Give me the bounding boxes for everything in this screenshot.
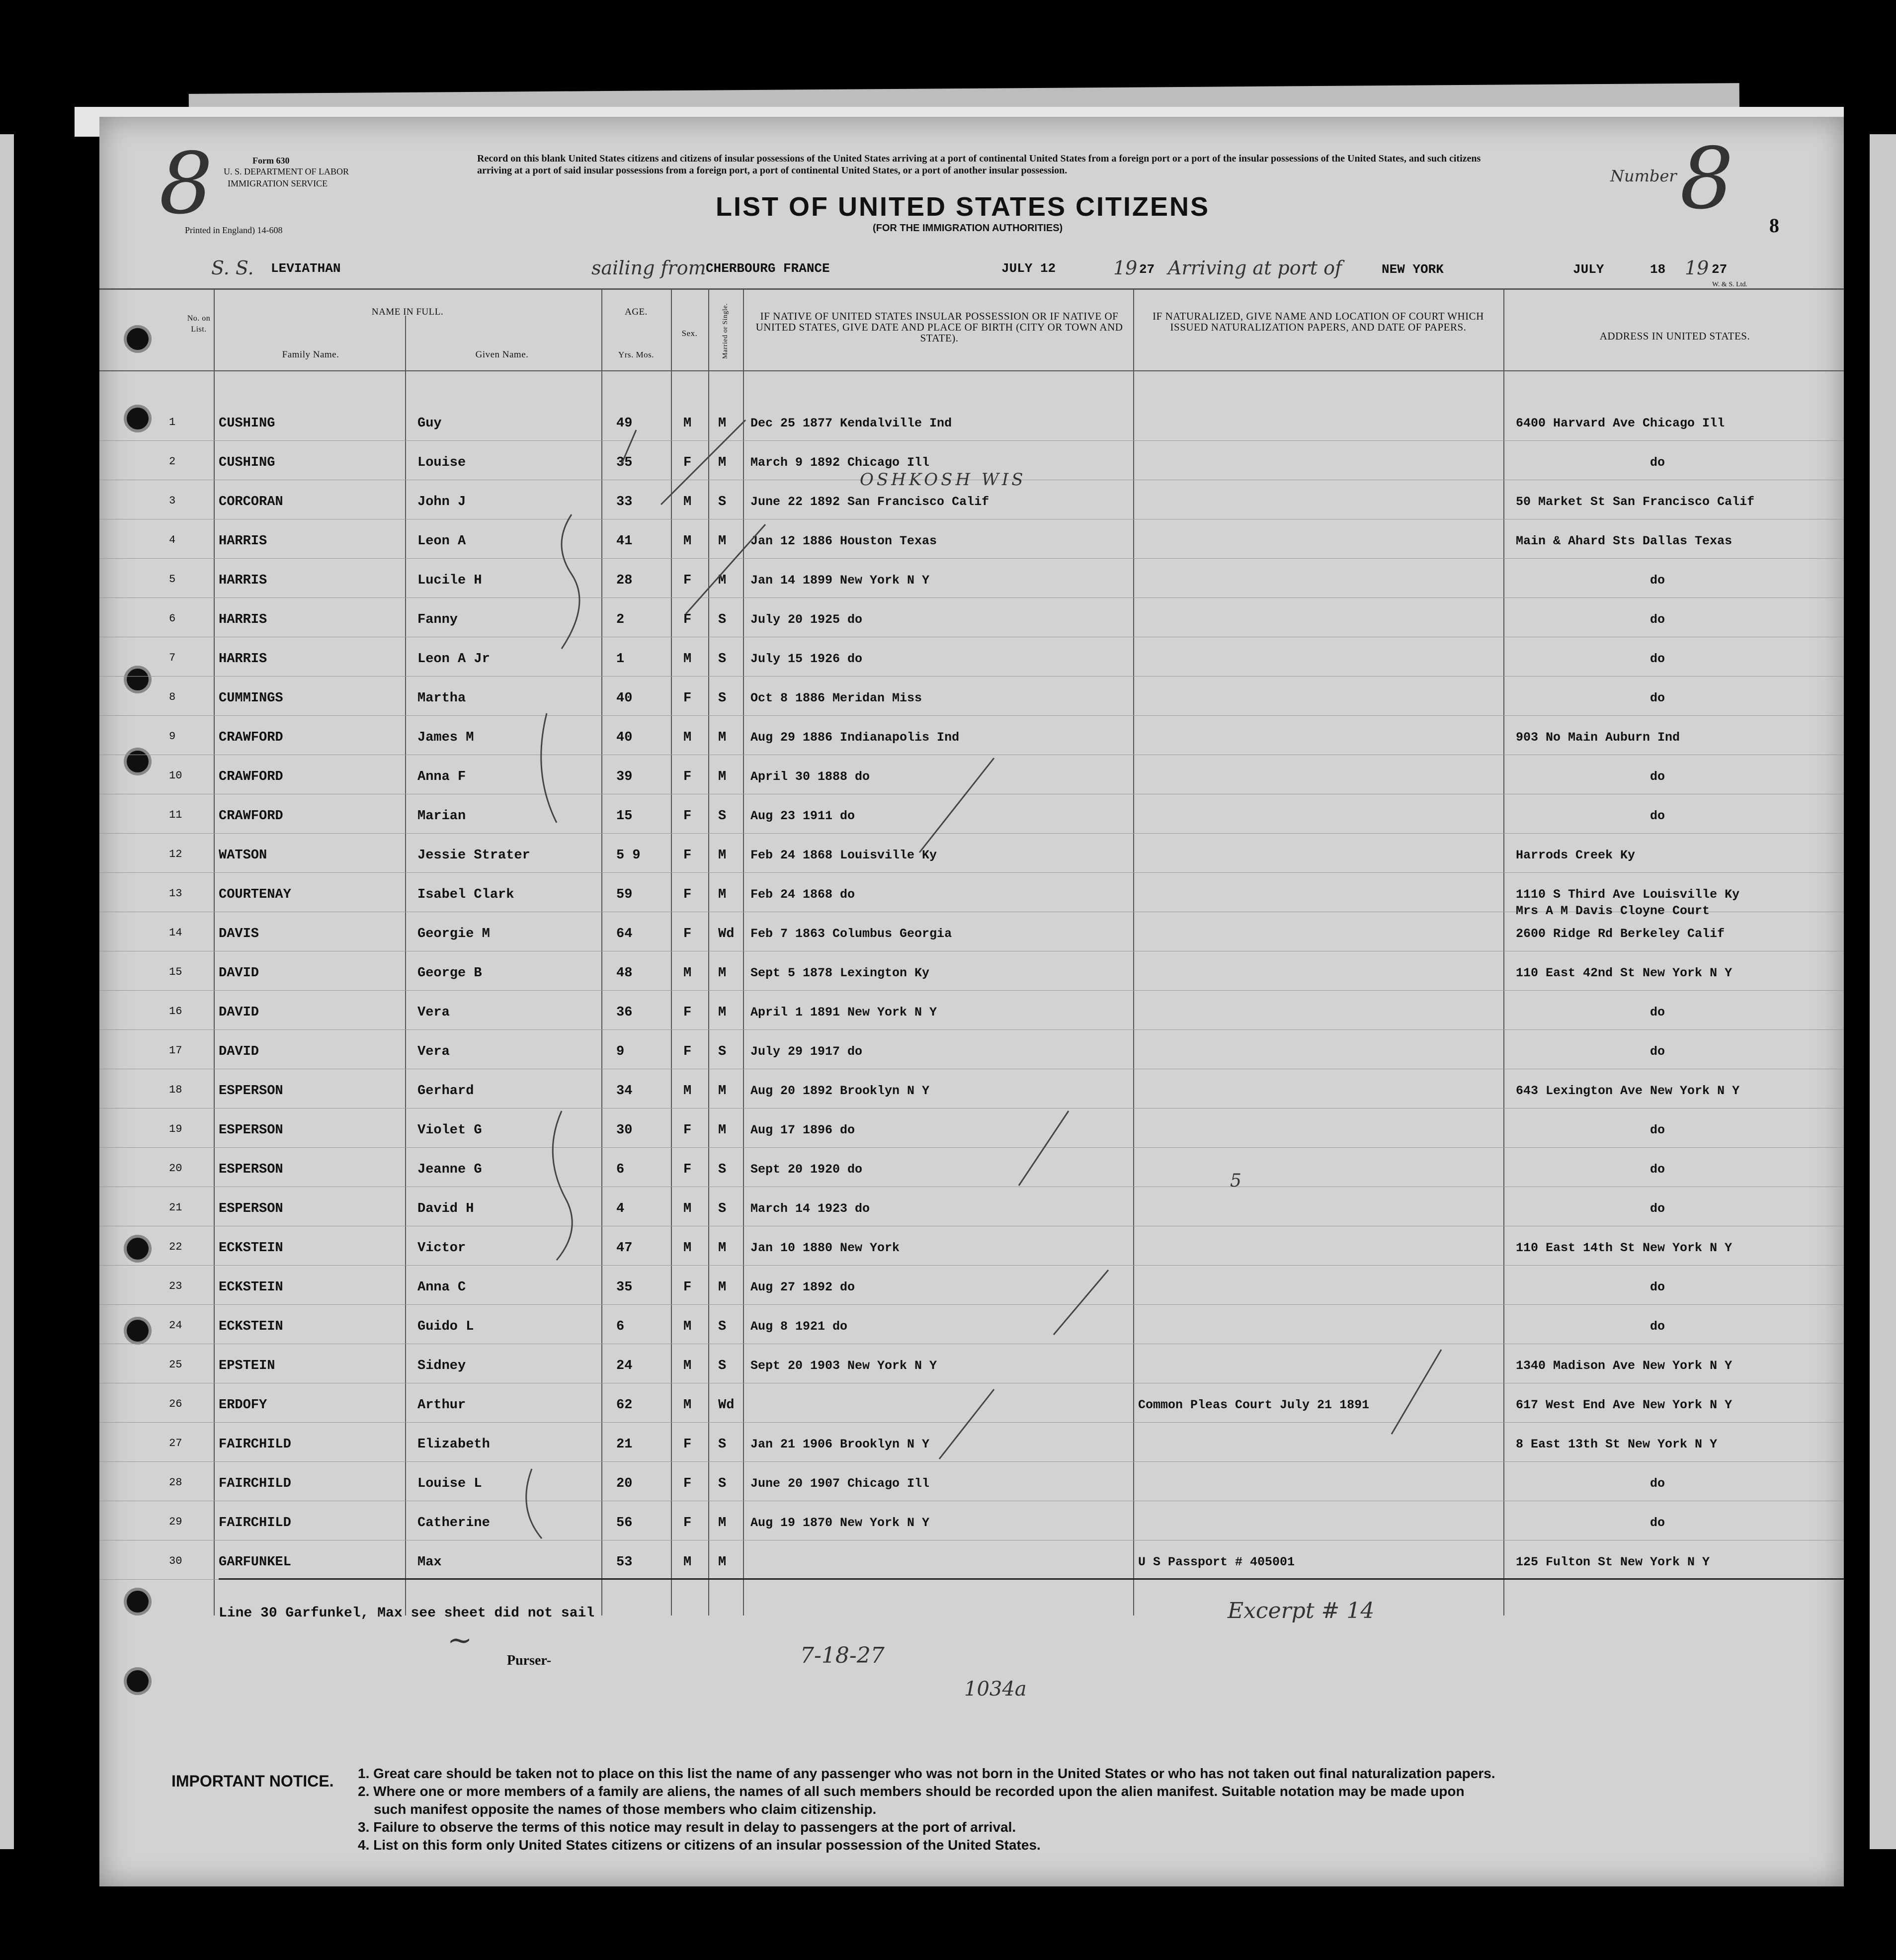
- cell-family: GARFUNKEL: [219, 1555, 291, 1570]
- cell-age: 35: [616, 455, 633, 470]
- cell-sex: F: [683, 809, 692, 824]
- cell-given: James M: [417, 730, 474, 745]
- cell-family: FAIRCHILD: [219, 1437, 291, 1452]
- cell-given: Vera: [417, 1044, 450, 1059]
- right-adjacent-page: [1870, 134, 1896, 1849]
- cell-ms: M: [718, 1555, 727, 1570]
- cell-ms: M: [718, 1241, 727, 1256]
- cell-nat: Common Pleas Court July 21 1891: [1138, 1398, 1370, 1412]
- cell-addr: 110 East 14th St New York N Y: [1516, 1241, 1732, 1255]
- ship-name: LEVIATHAN: [271, 261, 341, 276]
- cell-ms: M: [718, 1084, 727, 1099]
- cell-family: HARRIS: [219, 652, 267, 667]
- cell-age: 47: [616, 1241, 633, 1256]
- cell-sex: M: [683, 966, 692, 981]
- cell-family: HARRIS: [219, 612, 267, 627]
- cell-given: Louise: [417, 455, 466, 470]
- left-adjacent-page: [0, 134, 14, 1849]
- cell-no: 15: [169, 966, 182, 978]
- cell-age: 36: [616, 1005, 633, 1020]
- cell-family: CORCORAN: [219, 495, 283, 510]
- arrival-day: 18: [1650, 262, 1666, 277]
- department: U. S. DEPARTMENT OF LABOR: [224, 167, 349, 176]
- cell-age: 41: [616, 534, 633, 549]
- notice-item-4: 4. List on this form only United States citizens or citizens of an insular possession of the United States.: [358, 1837, 1041, 1853]
- cell-family: DAVIS: [219, 927, 259, 941]
- cell-birth: Aug 19 1870 New York N Y: [750, 1516, 930, 1530]
- cell-age: 48: [616, 966, 633, 981]
- cell-birth: Jan 10 1880 New York: [750, 1241, 900, 1255]
- cell-given: Louise L: [417, 1476, 482, 1491]
- cell-sex: M: [683, 1241, 692, 1256]
- cell-sex: M: [683, 1319, 692, 1334]
- cell-age: 24: [616, 1359, 633, 1373]
- cell-birth: Sept 20 1920 do: [750, 1162, 863, 1177]
- cell-age: 59: [616, 887, 633, 902]
- cell-addr: do: [1650, 652, 1665, 666]
- cell-addr: do: [1650, 769, 1665, 784]
- record-note: Record on this blank United States citizens and citizens of insular possessions of the United States arriving at a port of continental United States from a foreign port or a port of the insular possessions of the United States, and such citizens arriving at a port of said insular possessions from a foreign port, a port of continental United States, or a port of another insular possession.: [477, 153, 1481, 176]
- sailing-label: sailing from: [591, 257, 706, 279]
- manifest-sheet: [99, 117, 1844, 1886]
- cell-no: 25: [169, 1359, 182, 1371]
- cell-family: CRAWFORD: [219, 730, 283, 745]
- cell-sex: M: [683, 652, 692, 667]
- cell-birth: Aug 29 1886 Indianapolis Ind: [750, 730, 960, 745]
- ss-label: S. S.: [211, 257, 254, 279]
- cell-addr: 643 Lexington Ave New York N Y: [1516, 1084, 1740, 1098]
- cell-sex: M: [683, 416, 692, 431]
- cell-no: 2: [169, 455, 176, 468]
- col-head-sex: Sex.: [681, 329, 698, 338]
- cell-addr: 617 West End Ave New York N Y: [1516, 1398, 1732, 1412]
- cell-sex: F: [683, 848, 692, 863]
- cell-ms: M: [718, 1280, 727, 1295]
- corner-mark: 8: [159, 135, 213, 233]
- cell-family: ERDOFY: [219, 1398, 267, 1413]
- cell-family: ECKSTEIN: [219, 1280, 283, 1295]
- cell-no: 6: [169, 612, 176, 625]
- cell-family: HARRIS: [219, 534, 267, 549]
- cell-no: 20: [169, 1162, 182, 1175]
- cell-addr-above: Mrs A M Davis Cloyne Court: [1516, 904, 1710, 918]
- cell-birth: June 20 1907 Chicago Ill: [750, 1476, 930, 1491]
- cell-family: HARRIS: [219, 573, 267, 588]
- notice-item-1: 1. Great care should be taken not to place on this list the name of any passenger who was not born in the United States or who has not taken out final naturalization papers.: [358, 1766, 1495, 1781]
- cell-no: 10: [169, 769, 182, 782]
- cell-addr: do: [1650, 1201, 1665, 1216]
- cell-family: ECKSTEIN: [219, 1319, 283, 1334]
- cell-no: 28: [169, 1476, 182, 1489]
- cell-birth: Aug 8 1921 do: [750, 1319, 848, 1334]
- signature-date: 7-18-27: [800, 1643, 885, 1668]
- cell-ms: M: [718, 887, 727, 902]
- col-head-no: No. on List.: [187, 314, 211, 334]
- cell-given: Guy: [417, 416, 442, 431]
- cell-age: 34: [616, 1084, 633, 1099]
- cell-given: Gerhard: [417, 1084, 474, 1099]
- cell-addr: 1110 S Third Ave Louisville Ky: [1516, 887, 1740, 902]
- cell-no: 4: [169, 534, 176, 546]
- cell-addr: do: [1650, 809, 1665, 823]
- cell-sex: F: [683, 1044, 692, 1059]
- cell-ms: S: [718, 1044, 727, 1059]
- cell-given: Arthur: [417, 1398, 466, 1413]
- cell-family: ESPERSON: [219, 1123, 283, 1138]
- cell-no: 8: [169, 691, 176, 703]
- cell-given: Jeanne G: [417, 1162, 482, 1177]
- sailing-date: JULY 12: [1001, 261, 1056, 276]
- cell-no: 3: [169, 495, 176, 507]
- excerpt-note: Excerpt # 14: [1228, 1598, 1375, 1623]
- cell-given: George B: [417, 966, 482, 981]
- cell-sex: M: [683, 1359, 692, 1373]
- purser-signature: ~: [447, 1623, 473, 1658]
- cell-birth: Dec 25 1877 Kendalville Ind: [750, 416, 952, 430]
- cell-birth: Sept 20 1903 New York N Y: [750, 1359, 937, 1373]
- cell-family: CRAWFORD: [219, 769, 283, 784]
- arrival-port: NEW YORK: [1382, 262, 1444, 277]
- cell-ms: M: [718, 1516, 727, 1531]
- cell-age: 40: [616, 691, 633, 706]
- cell-age: 53: [616, 1555, 633, 1570]
- cell-given: Leon A Jr: [417, 652, 490, 667]
- cell-birth: April 1 1891 New York N Y: [750, 1005, 937, 1020]
- cell-sex: M: [683, 730, 692, 745]
- cell-ms: Wd: [718, 1398, 735, 1413]
- cell-given: Anna F: [417, 769, 466, 784]
- cell-given: Elizabeth: [417, 1437, 490, 1452]
- cell-age: 30: [616, 1123, 633, 1138]
- cell-given: Victor: [417, 1241, 466, 1256]
- notice-item-2b: such manifest opposite the names of those members who claim citizenship.: [374, 1801, 877, 1817]
- cell-no: 16: [169, 1005, 182, 1018]
- cell-no: 29: [169, 1516, 182, 1528]
- cell-ms: M: [718, 966, 727, 981]
- cell-birth: Feb 24 1868 do: [750, 887, 855, 902]
- cell-addr: do: [1650, 691, 1665, 705]
- cell-age: 35: [616, 1280, 633, 1295]
- notice-item-2: 2. Where one or more members of a family are aliens, the names of all such members should be recorded upon the alien manifest. Suitable notation may be made upon: [358, 1784, 1465, 1799]
- cell-no: 23: [169, 1280, 182, 1292]
- cell-birth: Aug 23 1911 do: [750, 809, 855, 823]
- cell-birth: Jan 21 1906 Brooklyn N Y: [750, 1437, 930, 1451]
- cell-no: 26: [169, 1398, 182, 1410]
- cell-ms: S: [718, 1162, 727, 1177]
- cell-sex: F: [683, 573, 692, 588]
- cell-given: Fanny: [417, 612, 458, 627]
- cell-ms: S: [718, 691, 727, 706]
- cell-sex: F: [683, 1476, 692, 1491]
- cell-no: 12: [169, 848, 182, 860]
- cell-sex: F: [683, 769, 692, 784]
- arriving-label: Arriving at port of: [1168, 257, 1342, 279]
- cell-ms: S: [718, 809, 727, 824]
- cell-sex: F: [683, 1005, 692, 1020]
- form-subtitle: (FOR THE IMMIGRATION AUTHORITIES): [873, 223, 1063, 234]
- col-head-given: Given Name.: [475, 349, 529, 360]
- cell-given: Leon A: [417, 534, 466, 549]
- cell-addr: do: [1650, 612, 1665, 627]
- cell-family: FAIRCHILD: [219, 1476, 291, 1491]
- cell-ms: S: [718, 1201, 727, 1216]
- col-head-name: NAME IN FULL.: [371, 307, 444, 317]
- notice-heading: IMPORTANT NOTICE.: [171, 1772, 334, 1790]
- stamp-code: 1034a: [964, 1678, 1027, 1701]
- cell-age: 6: [616, 1162, 625, 1177]
- col-head-age: AGE.: [625, 307, 648, 317]
- cell-sex: F: [683, 887, 692, 902]
- cell-age: 40: [616, 730, 633, 745]
- cell-birth: April 30 1888 do: [750, 769, 870, 784]
- cell-addr: 6400 Harvard Ave Chicago Ill: [1516, 416, 1725, 430]
- col-head-married: Married or Single.: [722, 303, 729, 359]
- sailing-year: 27: [1139, 262, 1155, 277]
- cell-family: FAIRCHILD: [219, 1516, 291, 1531]
- cell-addr: Harrods Creek Ky: [1516, 848, 1636, 862]
- cell-birth: March 9 1892 Chicago Ill: [750, 455, 930, 470]
- cell-age: 1: [616, 652, 625, 667]
- cell-family: EPSTEIN: [219, 1359, 275, 1373]
- cell-no: 1: [169, 416, 176, 428]
- cell-ms: M: [718, 730, 727, 745]
- cell-birth: Sept 5 1878 Lexington Ky: [750, 966, 930, 980]
- cell-sex: F: [683, 1437, 692, 1452]
- cell-no: 13: [169, 887, 182, 900]
- cell-addr: Main & Ahard Sts Dallas Texas: [1516, 534, 1732, 548]
- check-marks: [99, 117, 1844, 1886]
- cell-family: CUSHING: [219, 455, 275, 470]
- cell-given: Jessie Strater: [417, 848, 530, 863]
- cell-no: 5: [169, 573, 176, 586]
- cell-age: 9: [616, 1044, 625, 1059]
- cell-addr: do: [1650, 1516, 1665, 1530]
- cell-addr: 8 East 13th St New York N Y: [1516, 1437, 1718, 1451]
- cell-birth: Feb 24 1868 Louisville Ky: [750, 848, 937, 862]
- cell-birth: July 20 1925 do: [750, 612, 863, 627]
- cell-given: Max: [417, 1555, 442, 1570]
- col-head-native: IF NATIVE OF UNITED STATES INSULAR POSSESSION OR IF NATIVE OF UNITED STATES, GIVE DATE AND PLACE OF BIRTH (CITY OR TOWN AND STATE).: [755, 310, 1123, 344]
- printer-mark: W. & S. Ltd.: [1712, 281, 1748, 288]
- cell-addr: do: [1650, 1280, 1665, 1294]
- cell-age: 20: [616, 1476, 633, 1491]
- cell-addr: do: [1650, 1476, 1665, 1491]
- cell-given: Catherine: [417, 1516, 490, 1531]
- cell-birth: Aug 27 1892 do: [750, 1280, 855, 1294]
- cell-no: 18: [169, 1084, 182, 1096]
- cell-age: 49: [616, 416, 633, 431]
- cell-addr: 125 Fulton St New York N Y: [1516, 1555, 1710, 1569]
- cell-age: 21: [616, 1437, 633, 1452]
- cell-age: 15: [616, 809, 633, 824]
- cell-family: DAVID: [219, 1005, 259, 1020]
- cell-family: ECKSTEIN: [219, 1241, 283, 1256]
- number-label: Number: [1610, 167, 1677, 185]
- cell-birth: March 14 1923 do: [750, 1201, 870, 1216]
- cell-ms: S: [718, 1319, 727, 1334]
- cell-age: 5 9: [616, 848, 641, 863]
- cell-sex: M: [683, 1555, 692, 1570]
- cell-sex: M: [683, 534, 692, 549]
- cell-no: 19: [169, 1123, 182, 1135]
- sailing-from: CHERBOURG FRANCE: [706, 261, 830, 276]
- cell-nat: U S Passport # 405001: [1138, 1555, 1295, 1569]
- cell-birth: Jan 12 1886 Houston Texas: [750, 534, 937, 548]
- cell-ms: S: [718, 652, 727, 667]
- cell-sex: F: [683, 1162, 692, 1177]
- cell-ms: S: [718, 1476, 727, 1491]
- cell-addr: 1340 Madison Ave New York N Y: [1516, 1359, 1732, 1373]
- handwritten-oshkosh: OSHKOSH WIS: [860, 470, 1026, 490]
- cell-given: Isabel Clark: [417, 887, 514, 902]
- cell-birth: Oct 8 1886 Meridan Miss: [750, 691, 922, 705]
- cell-age: 2: [616, 612, 625, 627]
- cell-birth: July 29 1917 do: [750, 1044, 863, 1059]
- cell-given: Georgie M: [417, 927, 490, 941]
- cell-no: 21: [169, 1201, 182, 1214]
- footnote: Line 30 Garfunkel, Max see sheet did not sail: [219, 1606, 595, 1621]
- cell-ms: M: [718, 534, 727, 549]
- cell-ms: S: [718, 495, 727, 510]
- cell-addr: do: [1650, 455, 1665, 470]
- cell-ms: M: [718, 848, 727, 863]
- cell-sex: M: [683, 1084, 692, 1099]
- cell-given: Guido L: [417, 1319, 474, 1334]
- cell-no: 24: [169, 1319, 182, 1332]
- cell-ms: S: [718, 1437, 727, 1452]
- cell-birth: June 22 1892 San Francisco Calif: [750, 495, 989, 509]
- cell-age: 6: [616, 1319, 625, 1334]
- notice-item-3: 3. Failure to observe the terms of this notice may result in delay to passengers at the port of arrival.: [358, 1819, 1016, 1835]
- cell-age: 64: [616, 927, 633, 941]
- cell-no: 30: [169, 1555, 182, 1567]
- cell-sex: F: [683, 1123, 692, 1138]
- cell-addr: 2600 Ridge Rd Berkeley Calif: [1516, 927, 1725, 941]
- cell-given: Sidney: [417, 1359, 466, 1373]
- cell-birth: Feb 7 1863 Columbus Georgia: [750, 927, 952, 941]
- cell-ms: M: [718, 573, 727, 588]
- cell-addr: do: [1650, 1319, 1665, 1334]
- cell-family: CUSHING: [219, 416, 275, 431]
- cell-given: David H: [417, 1201, 474, 1216]
- col-head-family: Family Name.: [282, 349, 339, 360]
- cell-ms: M: [718, 1123, 727, 1138]
- cell-family: DAVID: [219, 966, 259, 981]
- cell-given: Anna C: [417, 1280, 466, 1295]
- cell-ms: Wd: [718, 927, 735, 941]
- form-number: Form 630: [252, 156, 290, 166]
- strike-line-30: [219, 1578, 1844, 1580]
- cell-ms: M: [718, 1005, 727, 1020]
- cell-addr: 50 Market St San Francisco Calif: [1516, 495, 1755, 509]
- cell-age: 33: [616, 495, 633, 510]
- arrival-year: 27: [1712, 262, 1728, 277]
- printed-note: Printed in England) 14-608: [185, 225, 283, 235]
- cell-family: WATSON: [219, 848, 267, 863]
- cell-addr: do: [1650, 1162, 1665, 1177]
- cell-sex: F: [683, 1280, 692, 1295]
- cell-given: Lucile H: [417, 573, 482, 588]
- purser-label: Purser-: [507, 1653, 552, 1668]
- cell-no: 22: [169, 1241, 182, 1253]
- sheet-mark: 8: [1769, 214, 1779, 237]
- cell-family: ESPERSON: [219, 1201, 283, 1216]
- cell-birth: Aug 20 1892 Brooklyn N Y: [750, 1084, 930, 1098]
- col-head-yrs: Yrs. Mos.: [618, 350, 655, 359]
- cell-sex: F: [683, 1516, 692, 1531]
- cell-sex: F: [683, 927, 692, 941]
- cell-family: ESPERSON: [219, 1162, 283, 1177]
- cell-ms: M: [718, 455, 727, 470]
- cell-no: 14: [169, 927, 182, 939]
- cell-addr: do: [1650, 573, 1665, 588]
- cell-birth: Aug 17 1896 do: [750, 1123, 855, 1137]
- cell-given: John J: [417, 495, 466, 510]
- year-prefix-2: 19: [1685, 257, 1709, 279]
- cell-birth: July 15 1926 do: [750, 652, 863, 666]
- form-title: LIST OF UNITED STATES CITIZENS: [716, 192, 1210, 222]
- service: IMMIGRATION SERVICE: [228, 178, 328, 188]
- cell-sex: M: [683, 1201, 692, 1216]
- cell-ms: S: [718, 1359, 727, 1373]
- cell-family: ESPERSON: [219, 1084, 283, 1099]
- cell-given: Martha: [417, 691, 466, 706]
- cell-family: COURTENAY: [219, 887, 291, 902]
- year-prefix-1: 19: [1113, 257, 1138, 279]
- cell-given: Marian: [417, 809, 466, 824]
- cell-addr: do: [1650, 1005, 1665, 1020]
- cell-age: 28: [616, 573, 633, 588]
- cell-no: 9: [169, 730, 176, 743]
- cell-given: Vera: [417, 1005, 450, 1020]
- cell-addr: do: [1650, 1044, 1665, 1059]
- col-head-naturalized: IF NATURALIZED, GIVE NAME AND LOCATION OF COURT WHICH ISSUED NATURALIZATION PAPERS, AND DATE OF PAPERS.: [1153, 310, 1484, 333]
- cell-addr: 110 East 42nd St New York N Y: [1516, 966, 1732, 980]
- cell-ms: S: [718, 612, 727, 627]
- cell-no: 7: [169, 652, 176, 664]
- cell-ms: M: [718, 416, 727, 431]
- cell-no: 27: [169, 1437, 182, 1449]
- cell-age: 56: [616, 1516, 633, 1531]
- number-value: 8: [1680, 130, 1734, 228]
- cell-family: CRAWFORD: [219, 809, 283, 824]
- cell-addr: do: [1650, 1123, 1665, 1137]
- cell-given: Violet G: [417, 1123, 482, 1138]
- cell-sex: M: [683, 495, 692, 510]
- cell-family: CUMMINGS: [219, 691, 283, 706]
- cell-no: 17: [169, 1044, 182, 1057]
- cell-age: 39: [616, 769, 633, 784]
- cell-no: 11: [169, 809, 182, 821]
- cell-birth: Jan 14 1899 New York N Y: [750, 573, 930, 588]
- cell-age: 62: [616, 1398, 633, 1413]
- cell-sex: F: [683, 612, 692, 627]
- margin-number: 5: [1230, 1171, 1241, 1191]
- cell-sex: M: [683, 1398, 692, 1413]
- cell-addr: 903 No Main Auburn Ind: [1516, 730, 1680, 745]
- cell-sex: F: [683, 455, 692, 470]
- cell-age: 4: [616, 1201, 625, 1216]
- arrival-month: JULY: [1573, 262, 1604, 277]
- cell-sex: F: [683, 691, 692, 706]
- cell-family: DAVID: [219, 1044, 259, 1059]
- col-head-address: ADDRESS IN UNITED STATES.: [1599, 330, 1750, 342]
- cell-ms: M: [718, 769, 727, 784]
